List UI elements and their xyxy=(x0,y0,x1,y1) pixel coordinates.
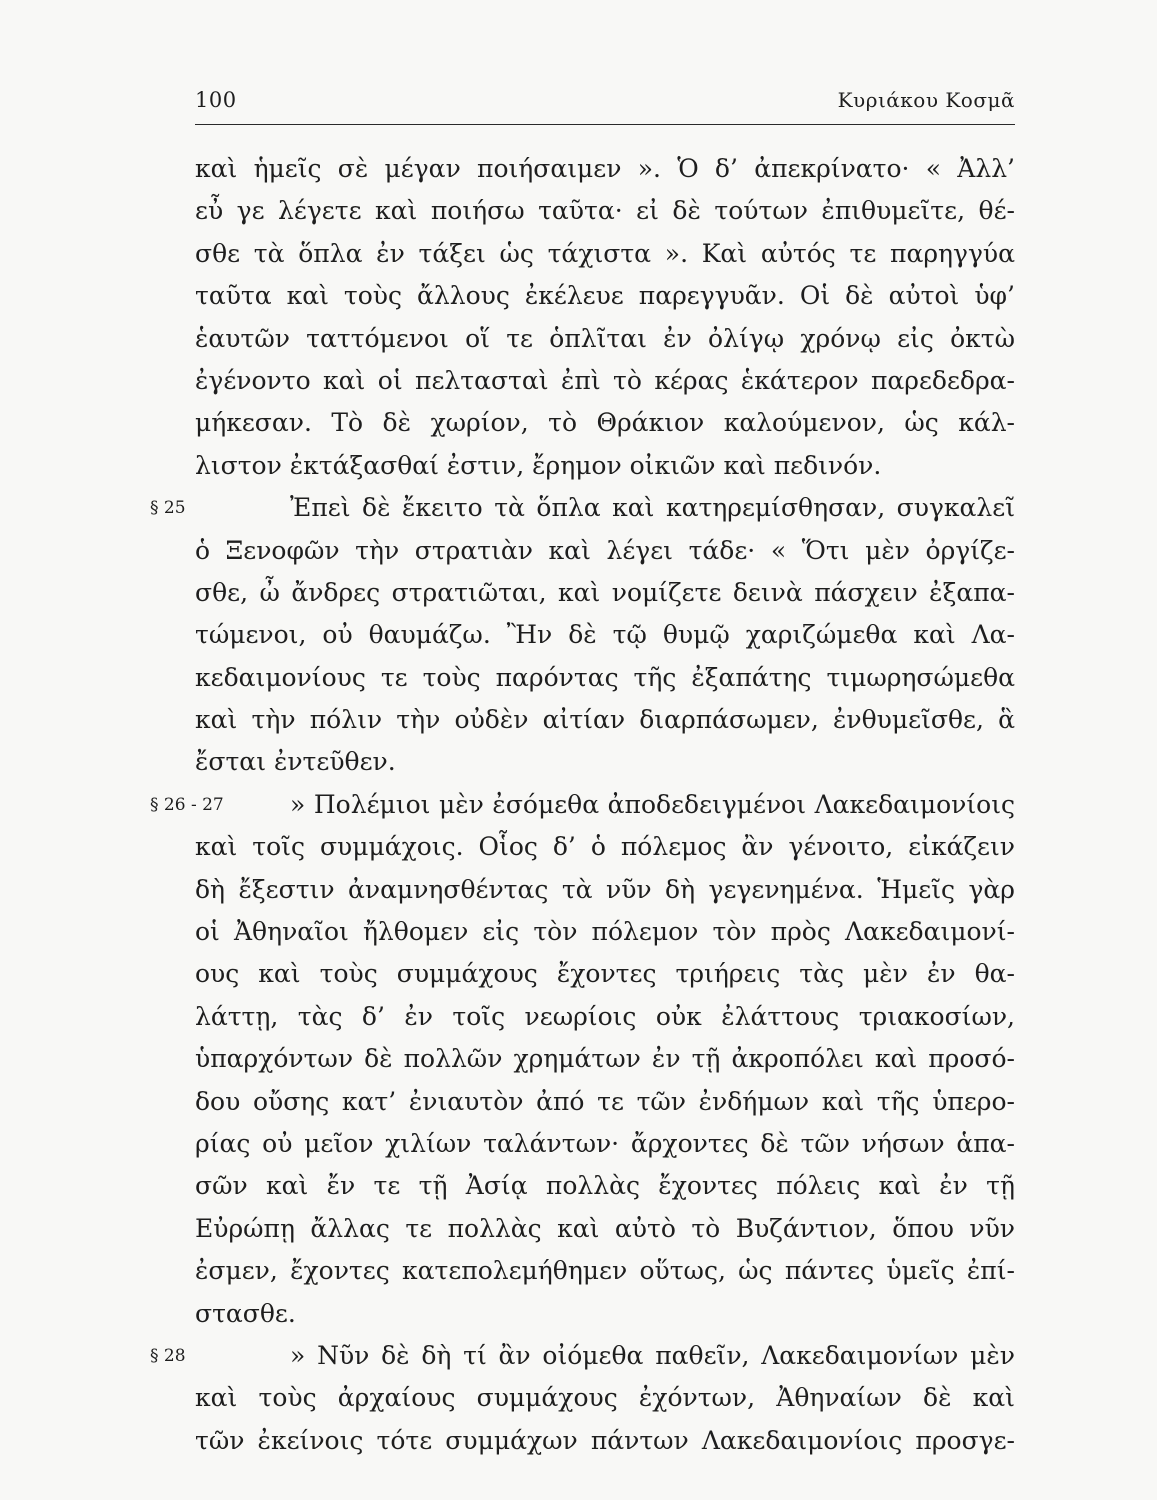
text-line: ὑπαρχόντων δὲ πολλῶν χρημάτων ἐν τῇ ἀκροπόλει καὶ προσό- xyxy=(195,1044,1015,1074)
page-number: 100 xyxy=(195,88,237,112)
text-line: Εὐρώπῃ ἄλλας τε πολλὰς καὶ αὐτὸ τὸ Βυζάντιον, ὅπου νῦν xyxy=(195,1213,1015,1243)
text-line: καὶ τὴν πόλιν τὴν οὐδὲν αἰτίαν διαρπάσωμεν, ἐνθυμεῖσθε, ἃ xyxy=(195,705,1015,735)
text-line: ὁ Ξενοφῶν τὴν στρατιὰν καὶ λέγει τάδε· « Ὅτι μὲν ὀργίζε- xyxy=(195,535,1015,565)
paragraph-first-line xyxy=(150,487,1015,529)
text-line: λιστον ἐκτάξασθαί ἐστιν, ἔρημον οἰκιῶν καὶ πεδινόν. xyxy=(195,450,882,480)
running-title: Κυριάκου Κοσμᾶ xyxy=(837,88,1015,112)
header-rule xyxy=(195,124,1015,125)
section-marker: § 28 xyxy=(150,1345,186,1366)
text-line: καὶ τοῖς συμμάχοις. Οἷος δ’ ὁ πόλεμος ἂν γένοιτο, εἰκάζειν xyxy=(195,832,1015,862)
section-marker: § 26 - 27 xyxy=(150,794,224,815)
text-line-content: » Πολέμιοι μὲν ἐσόμεθα ἀποδεδειγμένοι Λακεδαιμονίοις xyxy=(290,789,1015,819)
text-line: μήκεσαν. Τὸ δὲ χωρίον, τὸ Θράκιον καλούμενον, ὡς κάλ- xyxy=(195,408,1015,438)
text-line: ρίας οὐ μεῖον χιλίων ταλάντων· ἄρχοντες δὲ τῶν νήσων ἁπα- xyxy=(195,1128,1015,1158)
section-marker: § 25 xyxy=(150,498,186,519)
text-line: σθε, ὦ ἄνδρες στρατιῶται, καὶ νομίζετε δεινὰ πάσχειν ἐξαπα- xyxy=(195,577,1015,607)
paragraph-first-line xyxy=(150,1335,1015,1377)
text-line: ἐγένοντο καὶ οἱ πελτασταὶ ἐπὶ τὸ κέρας ἑκάτερον παρεδεδρα- xyxy=(195,365,1015,395)
text-line: ἔσται ἐντεῦθεν. xyxy=(195,747,396,777)
text-line: ους καὶ τοὺς συμμάχους ἔχοντες τριήρεις τὰς μὲν ἐν θα- xyxy=(195,959,1015,989)
text-line: σθε τὰ ὅπλα ἐν τάξει ὡς τάχιστα ». Καὶ αὐτός τε παρηγγύα xyxy=(195,238,1015,268)
paragraph-first-line xyxy=(150,784,1015,826)
text-line: τῶν ἐκείνοις τότε συμμάχων πάντων Λακεδαιμονίοις προσγε- xyxy=(195,1425,1015,1455)
text-line: ἑαυτῶν ταττόμενοι οἵ τε ὁπλῖται ἐν ὀλίγῳ χρόνῳ εἰς ὀκτὼ xyxy=(195,323,1015,353)
text-line: ταῦτα καὶ τοὺς ἄλλους ἐκέλευε παρεγγυᾶν. Οἱ δὲ αὐτοὶ ὑφ’ xyxy=(195,281,1015,311)
text-line: οἱ Ἀθηναῖοι ἤλθομεν εἰς τὸν πόλεμον τὸν πρὸς Λακεδαιμονί- xyxy=(195,917,1015,947)
text-line-content: Ἐπεὶ δὲ ἔκειτο τὰ ὅπλα καὶ κατηρεμίσθησαν, συγκαλεῖ xyxy=(290,493,1015,523)
text-line: δὴ ἔξεστιν ἀναμνησθέντας τὰ νῦν δὴ γεγενημένα. Ἡμεῖς γὰρ xyxy=(195,874,1015,904)
text-line: δου οὔσης κατ’ ἐνιαυτὸν ἀπό τε τῶν ἐνδήμων καὶ τῆς ὑπερο- xyxy=(195,1086,1015,1116)
text-line: ἐσμεν, ἔχοντες κατεπολεμήθημεν οὕτως, ὡς πάντες ὑμεῖς ἐπί- xyxy=(195,1256,1015,1286)
main-text xyxy=(150,148,1015,1462)
text-line: στασθε. xyxy=(195,1298,296,1328)
text-line: σῶν καὶ ἔν τε τῇ Ἀσίᾳ πολλὰς ἔχοντες πόλεις καὶ ἐν τῇ xyxy=(195,1171,1015,1201)
text-line: εὖ γε λέγετε καὶ ποιήσω ταῦτα· εἰ δὲ τούτων ἐπιθυμεῖτε, θέ- xyxy=(195,196,1015,226)
text-line: τώμενοι, οὐ θαυμάζω. Ἢν δὲ τῷ θυμῷ χαριζώμεθα καὶ Λα- xyxy=(195,620,1015,650)
text-line: καὶ τοὺς ἀρχαίους συμμάχους ἐχόντων, Ἀθηναίων δὲ καὶ xyxy=(195,1383,1015,1413)
text-line-content: » Νῦν δὲ δὴ τί ἂν οἰόμεθα παθεῖν, Λακεδαιμονίων μὲν xyxy=(290,1340,1015,1370)
text-line: καὶ ἡμεῖς σὲ μέγαν ποιήσαιμεν ». Ὁ δ’ ἀπεκρίνατο· « Ἀλλ’ xyxy=(195,154,1015,183)
text-line: λάττῃ, τὰς δ’ ἐν τοῖς νεωρίοις οὐκ ἐλάττους τριακοσίων, xyxy=(195,1001,1015,1031)
text-line: κεδαιμονίους τε τοὺς παρόντας τῆς ἐξαπάτης τιμωρησώμεθα xyxy=(195,662,1015,692)
page-header xyxy=(195,88,1015,120)
